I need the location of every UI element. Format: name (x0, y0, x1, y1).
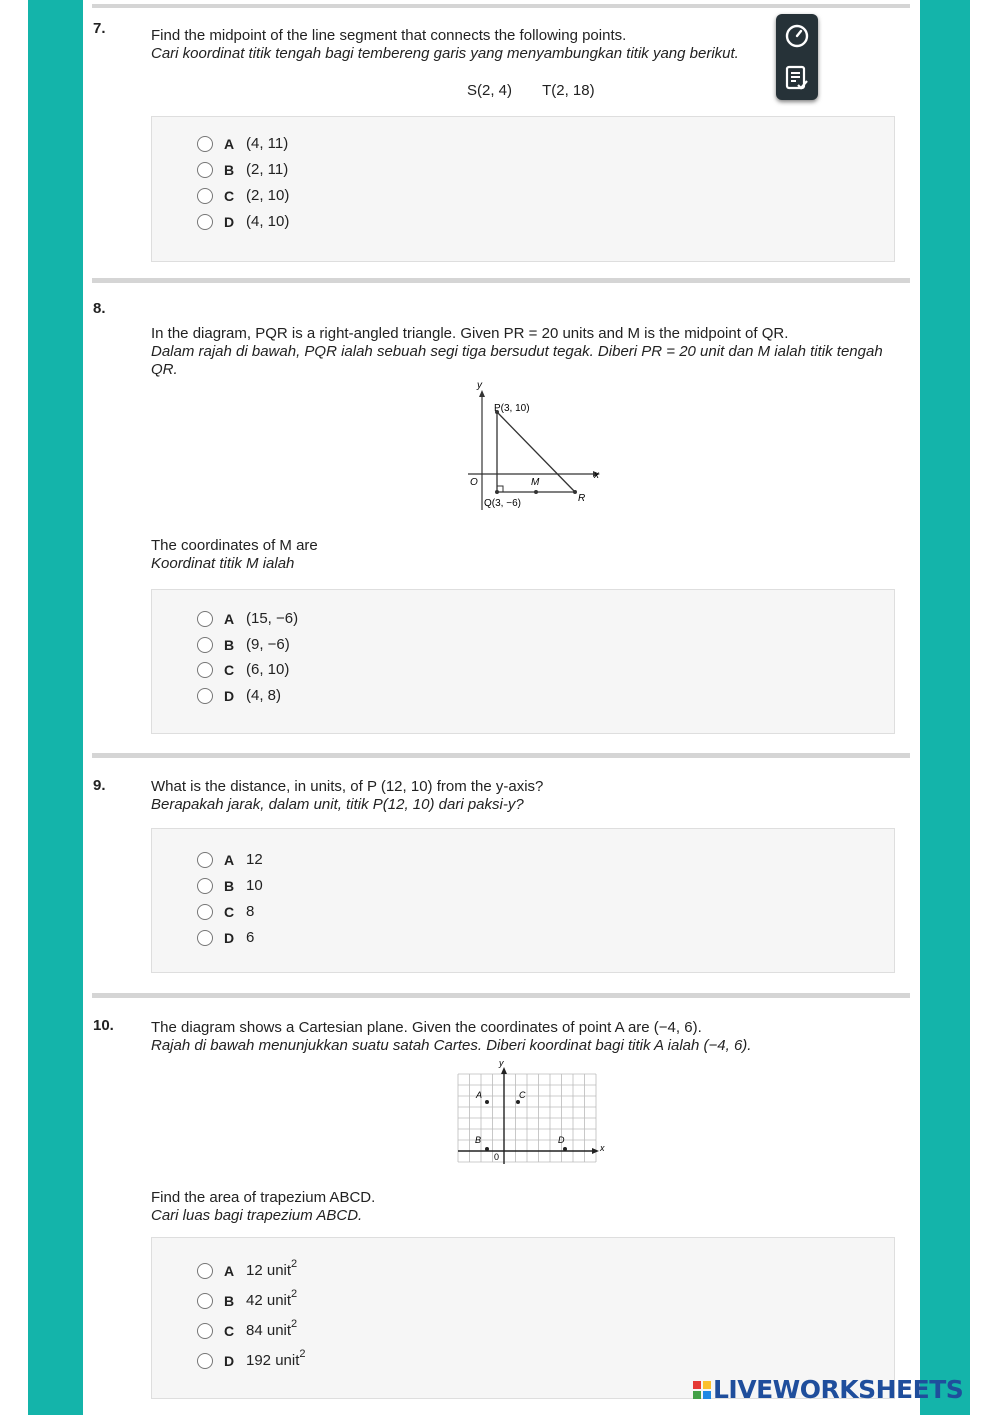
option-8a[interactable] (197, 610, 298, 627)
question-8-number: 8. (93, 300, 106, 317)
radio-button[interactable] (197, 136, 213, 152)
x-axis-label: x (594, 470, 599, 481)
option-letter: B (224, 1292, 235, 1309)
right-teal-border (920, 0, 970, 1415)
question-10-text (151, 1019, 891, 1055)
question-8-text (151, 325, 891, 379)
x-axis-label: x (600, 1143, 605, 1153)
option-letter: D (224, 687, 235, 704)
option-letter: A (224, 851, 235, 868)
option-value: (6, 10) (246, 661, 290, 678)
question-8-prompt (151, 537, 891, 573)
radio-button[interactable] (197, 852, 213, 868)
radio-button[interactable] (197, 611, 213, 627)
option-value: 192 unit$^2$ (246, 1348, 306, 1369)
question-9-text (151, 778, 891, 814)
timer-icon[interactable] (784, 23, 810, 49)
option-letter: C (224, 1322, 235, 1339)
option-letter: A (224, 610, 235, 627)
option-9a[interactable] (197, 851, 263, 868)
option-letter: B (224, 636, 235, 653)
option-10b[interactable] (197, 1288, 298, 1309)
option-9c[interactable] (197, 903, 254, 920)
question-9-options (151, 828, 895, 973)
radio-button[interactable] (197, 162, 213, 178)
question-7-number: 7. (93, 20, 106, 37)
question-7-text (151, 27, 781, 63)
question-10-prompt-en: Find the area of trapezium ABCD. (151, 1189, 376, 1206)
question-10-prompt-ms: Cari luas bagi trapezium ABCD. (151, 1207, 363, 1224)
option-7a[interactable] (197, 135, 288, 152)
option-value: (4, 11) (246, 135, 289, 152)
report-icon[interactable] (784, 64, 810, 92)
option-value: (4, 10) (246, 213, 290, 230)
option-value: 12 (246, 851, 263, 868)
point-m-label: M (531, 477, 540, 488)
question-8-prompt-ms: Koordinat titik M ialah (151, 555, 295, 572)
option-value: (4, 8) (246, 687, 282, 704)
point-p-label: P(3, 10) (494, 403, 530, 414)
option-value: 42 unit$^2$ (246, 1288, 298, 1309)
question-9-number: 9. (93, 777, 106, 794)
option-letter: D (224, 1352, 235, 1369)
radio-button[interactable] (197, 688, 213, 704)
option-8b[interactable] (197, 636, 290, 653)
option-7c[interactable] (197, 187, 289, 204)
option-value: (2, 10) (246, 187, 290, 204)
liveworksheets-logo (693, 1375, 963, 1404)
separator (92, 993, 910, 998)
option-letter: C (224, 187, 235, 204)
question-8-prompt-en: The coordinates of M are (151, 537, 318, 554)
radio-button[interactable] (197, 214, 213, 230)
option-value: (15, −6) (246, 610, 299, 627)
point-a-label: A (476, 1090, 483, 1100)
question-8-text-en: In the diagram, PQR is a right-angled triangle. Given PR = 20 units and M is the midpoint of QR. (151, 325, 789, 342)
y-axis-label: y (477, 380, 482, 391)
option-7d[interactable] (197, 213, 289, 230)
point-q-label: Q(3, −6) (484, 498, 521, 509)
point-d-label: D (558, 1135, 565, 1145)
question-7-text-ms: Cari koordinat titik tengah bagi tembereng garis yang menyambungkan titik yang berikut. (151, 45, 739, 62)
radio-button[interactable] (197, 1353, 213, 1369)
option-10c[interactable] (197, 1318, 298, 1339)
radio-button[interactable] (197, 1323, 213, 1339)
logo-icon (693, 1381, 711, 1399)
option-letter: A (224, 1262, 235, 1279)
triangle-diagram (460, 380, 610, 515)
y-axis-label: y (499, 1058, 504, 1068)
floating-toolbar (776, 14, 818, 100)
question-10-prompt (151, 1189, 891, 1225)
radio-button[interactable] (197, 904, 213, 920)
option-letter: C (224, 661, 235, 678)
brand-name: LIVEWORKSHEETS (713, 1375, 964, 1404)
question-10-text-en: The diagram shows a Cartesian plane. Given the coordinates of point A are (−4, 6). (151, 1019, 702, 1036)
option-value: 6 (246, 929, 255, 946)
point-b-label: B (475, 1135, 482, 1145)
point-t: T(2, 18) (542, 82, 595, 99)
option-value: 12 unit$^2$ (246, 1258, 298, 1279)
origin-label: O (470, 477, 478, 488)
top-separator (92, 4, 910, 8)
option-9b[interactable] (197, 877, 263, 894)
separator (92, 278, 910, 283)
option-10a[interactable] (197, 1258, 298, 1279)
question-10-number: 10. (93, 1017, 114, 1034)
left-teal-border (28, 0, 83, 1415)
option-value: (9, −6) (246, 636, 290, 653)
option-letter: C (224, 903, 235, 920)
origin-label: 0 (494, 1152, 500, 1162)
question-7-options (151, 116, 895, 262)
radio-button[interactable] (197, 662, 213, 678)
option-9d[interactable] (197, 929, 254, 946)
option-value: 84 unit$^2$ (246, 1318, 298, 1339)
question-9-text-en: What is the distance, in units, of P (12, 10) from the y-axis? (151, 778, 544, 795)
cartesian-grid-diagram (450, 1058, 615, 1168)
question-9-text-ms: Berapakah jarak, dalam unit, titik P(12, 10) dari paksi-y? (151, 796, 524, 813)
radio-button[interactable] (197, 637, 213, 653)
radio-button[interactable] (197, 930, 213, 946)
option-letter: D (224, 929, 235, 946)
option-8c[interactable] (197, 661, 289, 678)
radio-button[interactable] (197, 1263, 213, 1279)
radio-button[interactable] (197, 188, 213, 204)
point-s: S(2, 4) (467, 82, 513, 99)
option-10d[interactable] (197, 1348, 306, 1369)
question-8-options (151, 589, 895, 734)
option-letter: B (224, 877, 235, 894)
option-8d[interactable] (197, 687, 281, 704)
question-7-text-en: Find the midpoint of the line segment that connects the following points. (151, 27, 627, 44)
radio-button[interactable] (197, 878, 213, 894)
question-8-text-ms: Dalam rajah di bawah, PQR ialah sebuah segi tiga bersudut tegak. Diberi PR = 20 unit dan M ialah titik tengah QR. (151, 343, 883, 378)
question-7-points (467, 82, 595, 99)
option-letter: D (224, 213, 235, 230)
point-c-label: C (519, 1090, 526, 1100)
option-7b[interactable] (197, 161, 288, 178)
option-value: 8 (246, 903, 255, 920)
option-value: 10 (246, 877, 263, 894)
option-letter: A (224, 135, 235, 152)
question-10-text-ms: Rajah di bawah menunjukkan suatu satah Cartes. Diberi koordinat bagi titik A ialah (−4, 6). (151, 1037, 752, 1054)
radio-button[interactable] (197, 1293, 213, 1309)
point-r-label: R (578, 493, 586, 504)
option-letter: B (224, 161, 235, 178)
option-value: (2, 11) (246, 161, 289, 178)
separator (92, 753, 910, 758)
